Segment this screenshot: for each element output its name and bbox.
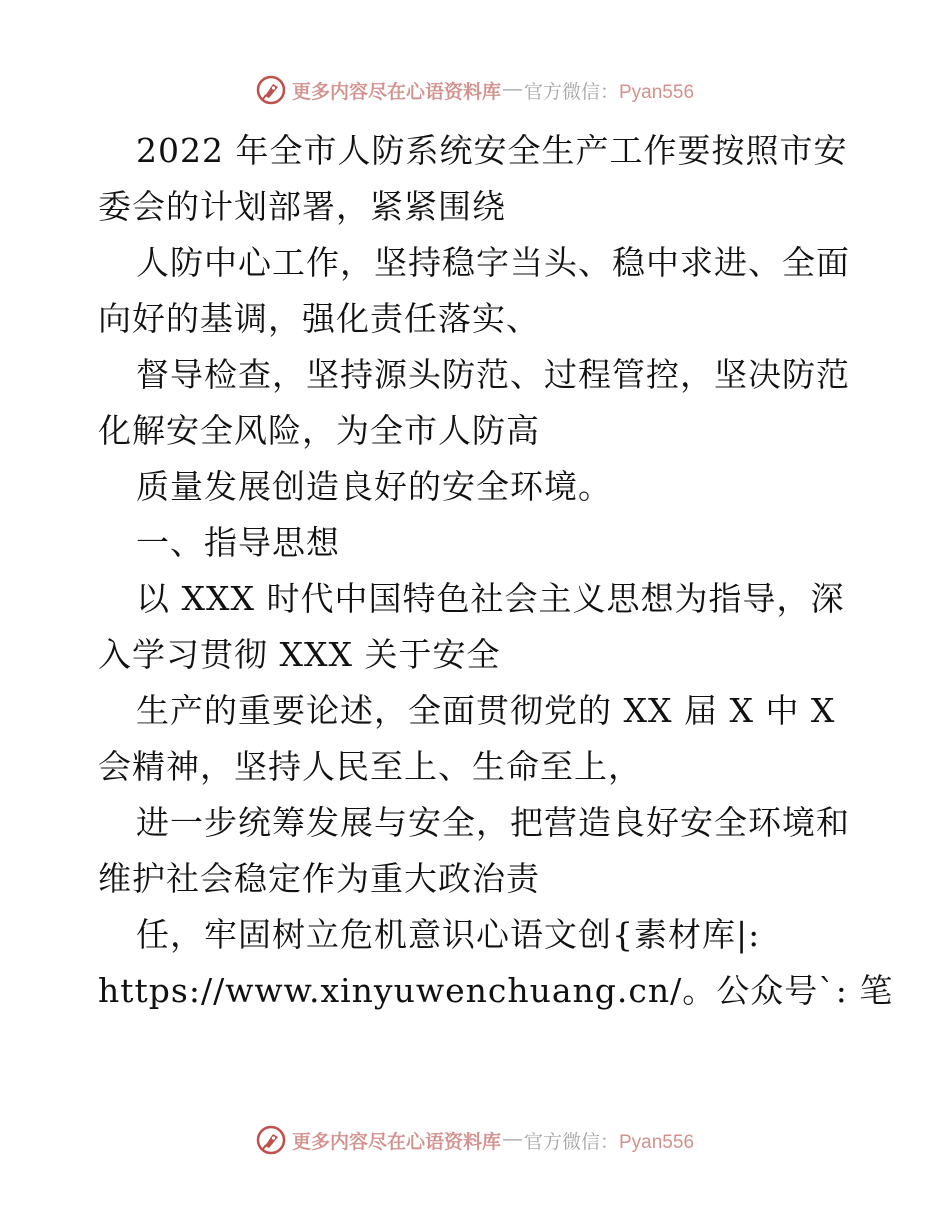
watermark-contact-label: 官方微信： (523, 1131, 619, 1153)
paragraph-line: 生产的重要论述，全面贯彻党的 XX 届 X 中 X (136, 691, 836, 730)
paragraph-line: 进一步统筹发展与安全，把营造良好安全环境和 (136, 803, 850, 842)
watermark-contact (524, 77, 694, 104)
paragraph-line: 维护社会稳定作为重大政治责 (98, 859, 540, 898)
paragraph-line: 以 XXX 时代中国特色社会主义思想为指导，深 (136, 579, 845, 618)
watermark-title: 更多内容尽在心语资料库 (291, 1131, 501, 1153)
paragraph-line: 2022 年全市人防系统安全生产工作要按照市安 (136, 131, 848, 170)
pen-nib-icon (256, 75, 286, 105)
document-body (98, 123, 894, 1019)
watermark-title: 更多内容尽在心语资料库 (291, 81, 501, 103)
paragraph-line: 化解安全风险，为全市人防高 (98, 411, 540, 450)
paragraph-line: 质量发展创造良好的安全环境。 (136, 467, 612, 506)
paragraph-line: 人防中心工作，坚持稳字当头、稳中求进、全面 (136, 243, 850, 282)
watermark-contact (524, 1127, 694, 1154)
watermark-contact-handle: Pyan556 (619, 1131, 695, 1153)
watermark-separator: — (502, 79, 522, 100)
paragraph-line: 督导检查，坚持源头防范、过程管控，坚决防范 (136, 355, 850, 394)
paragraph-line: 委会的计划部署，紧紧围绕 (98, 187, 506, 226)
paragraph-line: 任，牢固树立危机意识心语文创{素材库|: (136, 915, 761, 954)
paragraph-line-url: https://www.xinyuwenchuang.cn/。公众号`: 笔 (98, 971, 894, 1010)
paragraph-line: 入学习贯彻 XXX 关于安全 (98, 635, 501, 674)
paragraph-line: 向好的基调，强化责任落实、 (98, 299, 540, 338)
watermark-separator: — (502, 1129, 522, 1150)
section-heading: 一、指导思想 (136, 523, 340, 562)
footer-watermark (0, 1120, 950, 1160)
watermark-contact-handle: Pyan556 (619, 81, 695, 103)
header-watermark (0, 70, 950, 110)
pen-nib-icon (256, 1125, 286, 1155)
paragraph-line: 会精神，坚持人民至上、生命至上， (98, 747, 642, 786)
watermark-contact-label: 官方微信： (523, 81, 619, 103)
